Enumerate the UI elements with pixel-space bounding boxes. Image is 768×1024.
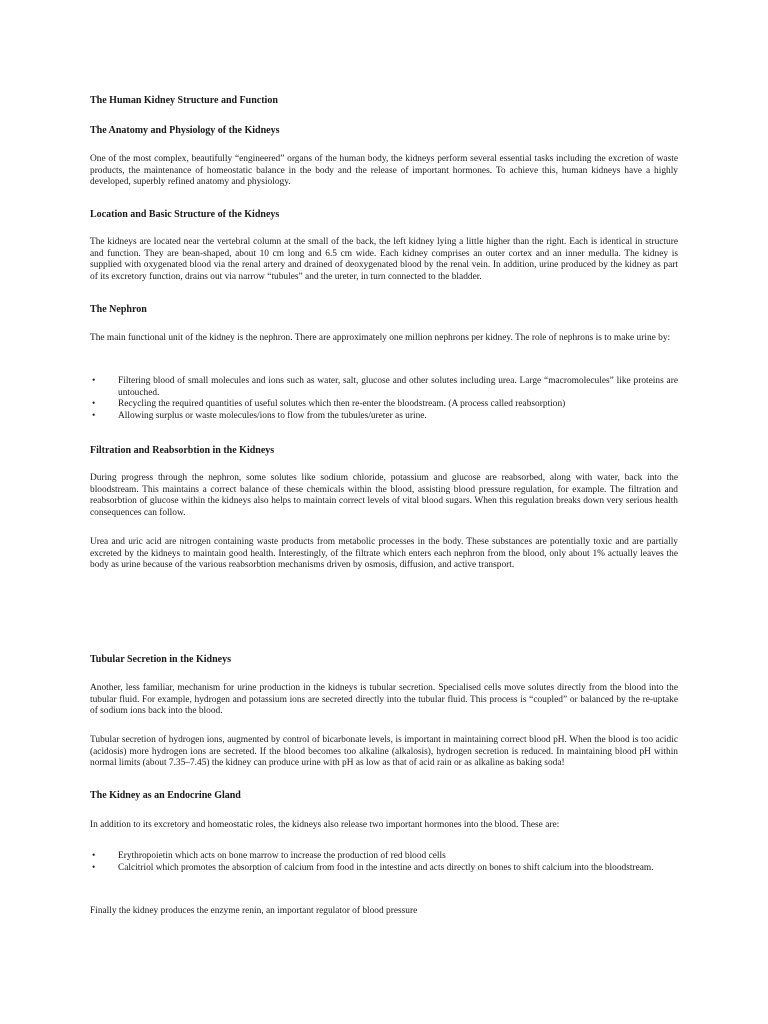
section-heading-endocrine: The Kidney as an Endocrine Gland (90, 790, 241, 801)
paragraph-nephron: The main functional unit of the kidney is the nephron. There are approximately one million nephrons per kidney. The role of nephrons is to make urine by: (90, 333, 671, 343)
paragraph-tubular-2: Tubular secretion of hydrogen ions, augmented by control of bicarbonate levels, is important in maintaining correct blood pH. When the blood is too acidic (acidosis) more hydrogen ions are secreted. If the blood becomes too alkaline (alkalosis), hydrogen secretion is reduced. In maintaining blood pH within normal limits (about 7.35–7.45) the kidney can produce urine with pH as low as that of acid rain or as alkaline as baking soda! (90, 735, 678, 769)
paragraph-anatomy: One of the most complex, beautifully “engineered” organs of the human body, the kidneys perform several essential tasks including the excretion of waste products, the maintenance of homeostatic balance in the body and the release of important hormones. To achieve this, human kidneys have a highly developed, superbly refined anatomy and physiology. (90, 154, 678, 188)
section-heading-filtration: Filtration and Reabsorbtion in the Kidneys (90, 445, 275, 456)
section-heading-tubular: Tubular Secretion in the Kidneys (90, 654, 231, 665)
list-item: • Filtering blood of small molecules and ions such as water, salt, glucose and other solutes including urea. Large “macromolecules” like proteins are untouched. (92, 376, 678, 398)
paragraph-tubular-1: Another, less familiar, mechanism for urine production in the kidneys is tubular secretion. Specialised cells move solutes directly from the blood into the tubular fluid. For example, hydrogen and potassium ions are secreted directly into the tubular fluid. This process is “coupled” or balanced by the re-uptake of sodium ions back into the blood. (90, 683, 678, 717)
section-heading-anatomy: The Anatomy and Physiology of the Kidneys (90, 125, 280, 136)
bullet-icon: • (92, 410, 96, 421)
paragraph-endocrine: In addition to its excretory and homeostatic roles, the kidneys also release two important hormones into the blood. These are: (90, 820, 560, 830)
bullet-icon: • (92, 851, 96, 861)
bullet-icon: • (92, 862, 96, 873)
section-heading-location: Location and Basic Structure of the Kidneys (90, 209, 280, 220)
document-page (90, 0, 678, 1024)
bullet-icon: • (92, 376, 96, 386)
paragraph-closing: Finally the kidney produces the enzyme renin, an important regulator of blood pressure (90, 906, 418, 916)
endocrine-bullet-list (90, 851, 678, 874)
document-title: The Human Kidney Structure and Function (90, 95, 278, 106)
list-item: • Allowing surplus or waste molecules/ions to flow from the tubules/ureter as urine. (92, 410, 427, 421)
bullet-icon: • (92, 399, 96, 410)
paragraph-filtration-1: During progress through the nephron, some solutes like sodium chloride, potassium and glucose are reabsorbed, along with water, back into the bloodstream. This maintains a correct balance of these chemicals within the blood, assisting blood pressure regulation, for example. The filtration and reabsorbtion of glucose within the kidneys also helps to maintain correct levels of vital blood sugars. When this regulation breaks down very serious health consequences can follow. (90, 473, 678, 518)
list-item: • Erythropoietin which acts on bone marrow to increase the production of red blood cells (92, 851, 446, 861)
section-heading-nephron: The Nephron (90, 304, 147, 315)
list-item: • Calcitriol which promotes the absorption of calcium from food in the intestine and acts directly on bones to shift calcium into the bloodstream. (92, 862, 654, 873)
paragraph-filtration-2: Urea and uric acid are nitrogen containing waste products from metabolic processes in the body. These substances are potentially toxic and are partially excreted by the kidneys to maintain good health. Interestingly, of the filtrate which enters each nephron from the blood, only about 1% actually leaves the body as urine because of the various reabsorbtion mechanisms driven by osmosis, diffusion, and active transport. (90, 537, 678, 571)
paragraph-location: The kidneys are located near the vertebral column at the small of the back, the left kidney lying a little higher than the right. Each is identical in structure and function. They are bean-shaped, about 10 cm long and 6.5 cm wide. Each kidney comprises an outer cortex and an inner medulla. The kidney is supplied with oxygenated blood via the renal artery and drained of deoxygenated blood by the renal vein. In addition, urine produced by the kidney as part of its excretory function, drains out via narrow “tubules” and the ureter, in turn connected to the bladder. (90, 237, 678, 282)
nephron-bullet-list (90, 376, 678, 422)
list-item: • Recycling the required quantities of useful solutes which then re-enter the bloodstream. (A process called reabsorption) (92, 399, 566, 410)
